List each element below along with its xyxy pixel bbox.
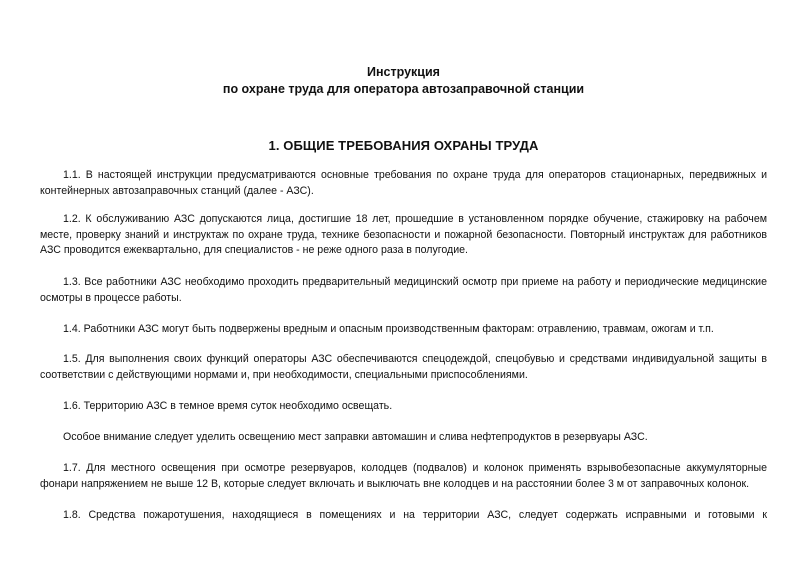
document-page [40, 0, 767, 571]
paragraph-1-6: 1.6. Территорию АЗС в темное время суток необходимо освещать. [63, 400, 393, 412]
paragraph-1-3: 1.3. Все работники АЗС необходимо проходить предварительный медицинский осмотр при приеме на работу и периодические медицинские осмотры в процессе работы. [40, 276, 767, 304]
document-subtitle: по охране труда для оператора автозаправочной станции [222, 82, 585, 96]
paragraph-1-7: 1.7. Для местного освещения при осмотре резервуаров, колодцев (подвалов) и колонок применять взрывобезопасные аккумуляторные фонари напряжением не выше 12 В, которые следует включать и выключать вне колодцев и на расстоянии более 3 м от заправочных колонок. [40, 462, 767, 490]
paragraph-1-2: 1.2. К обслуживанию АЗС допускаются лица, достигшие 18 лет, прошедшие в установленном порядке обучение, стажировку на рабочем месте, проверку знаний и инструктаж по охране труда, технике безопасности и пожарной безопасности. Повторный инструктаж для работников АЗС проводится ежеквартально, для специалистов - не реже одного раза в полугодие. [40, 213, 767, 256]
paragraph-1-8: 1.8. Средства пожаротушения, находящиеся в помещениях и на территории АЗС, следует содержать исправными и готовыми к [63, 509, 767, 521]
paragraph-lighting-note: Особое внимание следует уделить освещению мест заправки автомашин и слива нефтепродуктов в резервуары АЗС. [63, 431, 648, 443]
document-title: Инструкция [367, 65, 440, 79]
paragraph-1-4: 1.4. Работники АЗС могут быть подвержены вредным и опасным производственным факторам: отравлению, травмам, ожогам и т.п. [63, 323, 714, 335]
section-heading: 1. ОБЩИЕ ТРЕБОВАНИЯ ОХРАНЫ ТРУДА [268, 138, 539, 153]
paragraph-1-5: 1.5. Для выполнения своих функций операторы АЗС обеспечиваются спецодеждой, спецобувью и средствами индивидуальной защиты в соответствии с действующими нормами и, при необходимости, специальными приспособлениями. [40, 353, 767, 381]
paragraph-1-1: 1.1. В настоящей инструкции предусматриваются основные требования по охране труда для операторов стационарных, передвижных и контейнерных автозаправочных станций (далее - АЗС). [40, 169, 767, 197]
